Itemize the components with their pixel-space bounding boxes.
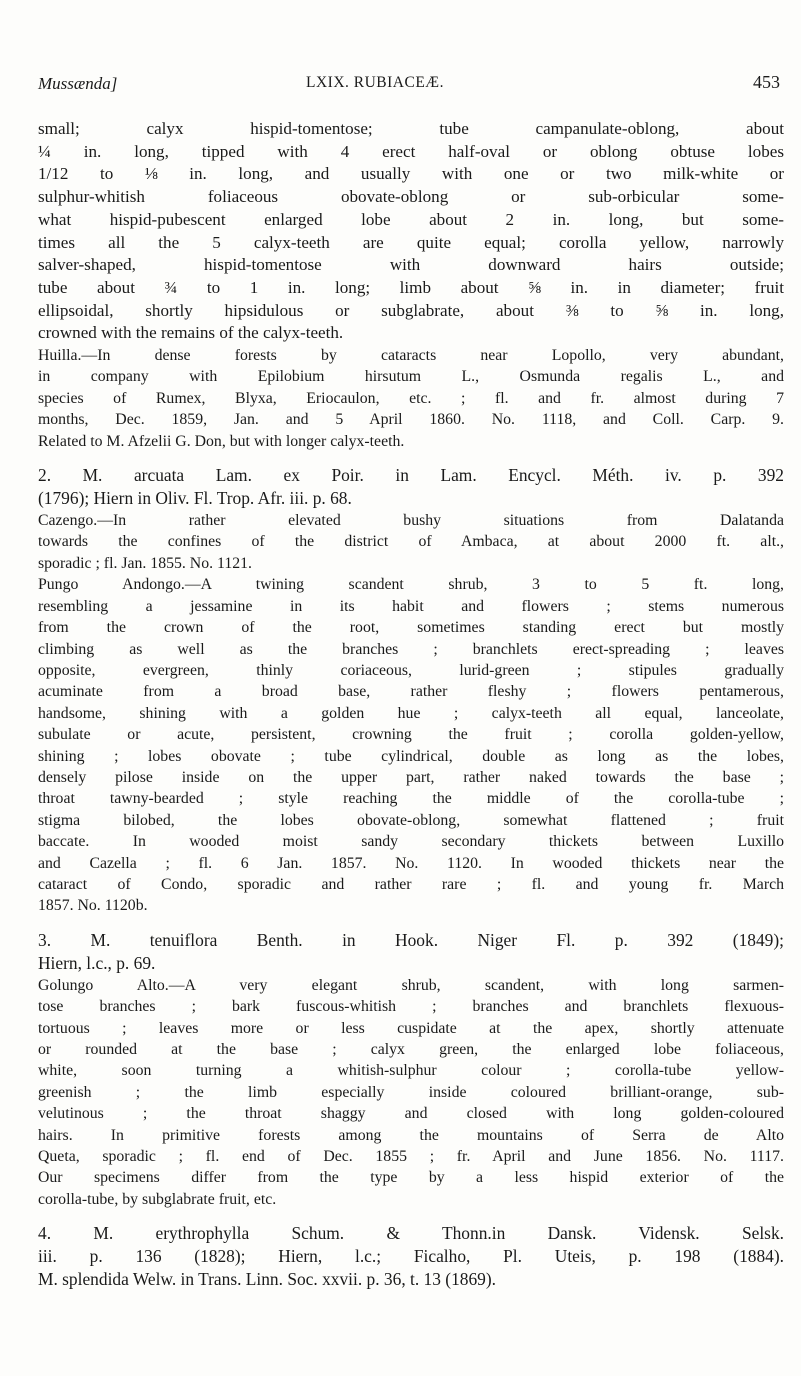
- body-text: [38, 118, 784, 1291]
- text-line: acuminate from a broad base, rather fleshy ; flowers pentamerous,: [38, 683, 784, 701]
- text-line: tose branches ; bark fuscous-whitish ; branches and branchlets flexuous-: [38, 998, 784, 1016]
- text-line: greenish ; the limb especially inside coloured brilliant-orange, sub-: [38, 1083, 784, 1101]
- description-paragraph: [38, 118, 784, 345]
- text-line: white, soon turning a whitish-sulphur colour ; corolla-tube yellow-: [38, 1062, 784, 1080]
- text-line: shining ; lobes obovate ; tube cylindrical, double as long as the lobes,: [38, 747, 784, 765]
- text-line: Golungo Alto.—A very elegant shrub, scandent, with long sarmen-: [38, 976, 784, 994]
- text-line: tube about ¾ to 1 in. long; limb about ⅝ in. in diameter; fruit: [38, 277, 784, 297]
- locality-paragraph: [38, 345, 784, 452]
- species-text-tenuiflora: [38, 975, 784, 1210]
- text-line: handsome, shining with a golden hue ; calyx-teeth all equal, lanceolate,: [38, 704, 784, 722]
- text-line: crowned with the remains of the calyx-teeth.: [38, 323, 344, 343]
- text-line: resembling a jessamine in its habit and flowers ; stems numerous: [38, 597, 784, 615]
- citation-line: iii. p. 136 (1828); Hiern, l.c.; Ficalho, Pl. Uteis, p. 198 (1884).: [38, 1246, 784, 1267]
- text-line: Queta, sporadic ; fl. end of Dec. 1855 ; fr. April and June 1856. No. 1117.: [38, 1148, 784, 1166]
- text-line: Pungo Andongo.—A twining scandent shrub, 3 to 5 ft. long,: [38, 576, 784, 594]
- citation-line: (1796); Hiern in Oliv. Fl. Trop. Afr. iii. p. 68.: [38, 488, 352, 509]
- text-line: ¼ in. long, tipped with 4 erect half-oval or oblong obtuse lobes: [38, 141, 784, 161]
- text-line: Huilla.—In dense forests by cataracts near Lopollo, very abundant,: [38, 347, 784, 365]
- text-line: months, Dec. 1859, Jan. and 5 April 1860. No. 1118, and Coll. Carp. 9.: [38, 411, 784, 429]
- text-line: what hispid-pubescent enlarged lobe about 2 in. long, but some-: [38, 209, 784, 229]
- text-line: or rounded at the base ; calyx green, the enlarged lobe foliaceous,: [38, 1041, 784, 1058]
- text-line: salver-shaped, hispid-tomentose with downward hairs outside;: [38, 255, 784, 275]
- synonym-line: M. splendida Welw. in Trans. Linn. Soc. xxvii. p. 36, t. 13 (1869).: [38, 1269, 496, 1290]
- text-line: subulate or acute, persistent, crowning the fruit ; corolla golden-yellow,: [38, 726, 784, 744]
- text-line: sporadic ; fl. Jan. 1855. No. 1121.: [38, 554, 252, 572]
- text-line: 1/12 to ⅛ in. long, and usually with one or two milk-white or: [38, 164, 784, 184]
- text-line: species of Rumex, Blyxa, Eriocaulon, etc. ; fl. and fr. almost during 7: [38, 389, 784, 407]
- text-line: Our specimens differ from the type by a less hispid exterior of the: [38, 1169, 784, 1187]
- citation-line: 4. M. erythrophylla Schum. & Thonn.in Dansk. Vidensk. Selsk.: [38, 1223, 784, 1244]
- text-line: velutinous ; the throat shaggy and closed with long golden-coloured: [38, 1105, 784, 1123]
- text-line: ellipsoidal, shortly hipsidulous or subglabrate, about ⅜ to ⅝ in. long,: [38, 300, 784, 320]
- text-line: from the crown of the root, sometimes standing erect but mostly: [38, 619, 784, 637]
- running-head: [38, 74, 780, 102]
- citation-line: 3. M. tenuiflora Benth. in Hook. Niger Fl. p. 392 (1849);: [38, 929, 784, 950]
- running-head-genus: Mussænda]: [38, 74, 118, 93]
- running-head-family: LXIX. RUBIACEÆ.: [306, 74, 444, 91]
- text-line: Related to M. Afzelii G. Don, but with longer calyx-teeth.: [38, 432, 405, 450]
- text-line: climbing as well as the branches ; branchlets erect-spreading ; leaves: [38, 640, 784, 658]
- species-citation-tenuiflora: [38, 929, 784, 975]
- text-line: stigma bilobed, the lobes obovate-oblong, somewhat flattened ; fruit: [38, 811, 784, 829]
- page-number: 453: [753, 72, 780, 92]
- text-line: small; calyx hispid-tomentose; tube campanulate-oblong, about: [38, 119, 784, 138]
- text-line: times all the 5 calyx-teeth are quite equal; corolla yellow, narrowly: [38, 232, 784, 252]
- text-line: densely pilose inside on the upper part, rather naked towards the base ;: [38, 768, 784, 786]
- species-citation-arcuata: [38, 464, 784, 510]
- text-line: towards the confines of the district of Ambaca, at about 2000 ft. alt.,: [38, 533, 784, 551]
- species-text-arcuata: [38, 510, 784, 917]
- text-line: sulphur-whitish foliaceous obovate-oblong or sub-orbicular some-: [38, 187, 784, 207]
- text-line: opposite, evergreen, thinly coriaceous, lurid-green ; stipules gradually: [38, 661, 784, 679]
- text-line: tortuous ; leaves more or less cuspidate at the apex, shortly attenuate: [38, 1019, 784, 1037]
- text-line: baccate. In wooded moist sandy secondary thickets between Luxillo: [38, 833, 784, 851]
- citation-line: Hiern, l.c., p. 69.: [38, 952, 156, 973]
- text-line: cataract of Condo, sporadic and rather rare ; fl. and young fr. March: [38, 875, 784, 893]
- text-line: 1857. No. 1120b.: [38, 897, 148, 915]
- text-line: throat tawny-bearded ; style reaching the middle of the corolla-tube ;: [38, 790, 784, 808]
- text-line: Cazengo.—In rather elevated bushy situations from Dalatanda: [38, 512, 784, 530]
- text-line: hairs. In primitive forests among the mountains of Serra de Alto: [38, 1126, 784, 1144]
- text-line: and Cazella ; fl. 6 Jan. 1857. No. 1120. In wooded thickets near the: [38, 854, 784, 872]
- text-line: in company with Epilobium hirsutum L., Osmunda regalis L., and: [38, 368, 784, 386]
- citation-line: 2. M. arcuata Lam. ex Poir. in Lam. Encycl. Méth. iv. p. 392: [38, 465, 784, 486]
- species-citation-erythrophylla: [38, 1222, 784, 1291]
- text-line: corolla-tube, by subglabrate fruit, etc.: [38, 1190, 277, 1208]
